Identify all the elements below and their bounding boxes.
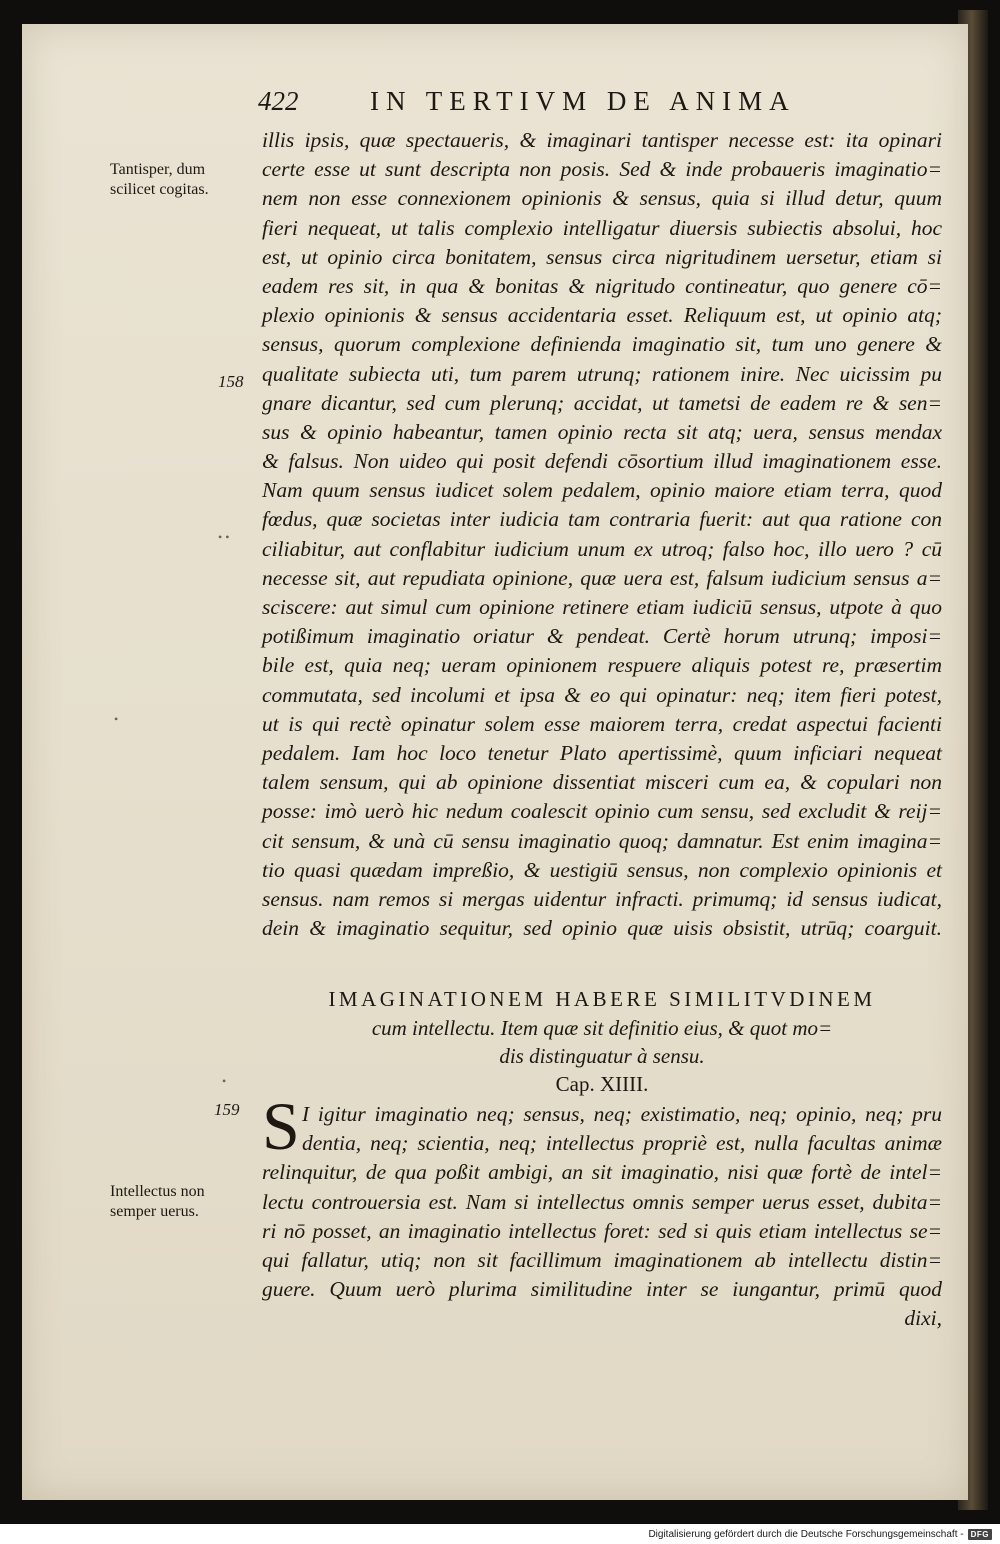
digitization-credit: [648, 1526, 992, 1542]
section-number: 159: [214, 1100, 240, 1119]
text-line: & falsus. Non uideo qui posit defendi cōsortium illud imaginationem esse.: [262, 449, 942, 474]
chapter-heading: [262, 985, 942, 1098]
margin-note: [110, 1182, 260, 1222]
text-line: talem sensum, qui ab opinione dissentiat misceri cum ea, & copulari non: [262, 770, 942, 795]
ink-speck: •: [114, 712, 119, 726]
text-line: qui fallatur, utiq; non sit facillimum imaginationem ab intellectu distin=: [262, 1247, 942, 1272]
text-line: fieri nequeat, ut talis complexio intelligatur diuersis subiectis absolui, hoc: [262, 215, 942, 240]
text-line: eadem res sit, in qua & bonitas & nigritudo contineatur, quo genere cō=: [262, 273, 942, 298]
text-line: lectu controuersia est. Nam si intellectus omnis semper uerus esset, dubita=: [262, 1189, 942, 1214]
text-line: tio quasi quædam impreßio, & uestigiū sensus, non complexio opinionis et: [262, 857, 942, 882]
text-line: Nam quum sensus iudicet solem pedalem, opinio maiore etiam terra, quod: [262, 478, 942, 503]
text-line: dentia, neq; scientia, neq; intellectus propriè est, nulla facultas animæ: [302, 1131, 942, 1156]
text-line: plexio opinionis & sensus accidentaria esset. Reliquum est, ut opinio atq;: [262, 303, 942, 328]
text-line: est, ut opinio circa bonitatem, sensus circa nigritudinem uersetur, etiam si: [262, 244, 942, 269]
ink-speck: •: [222, 1074, 227, 1088]
chapter-number: Cap. XIIII.: [555, 1072, 649, 1096]
section-number: 158: [218, 372, 244, 391]
page-number: 422: [258, 86, 299, 116]
chapter-heading-line: cum intellectu. Item quæ sit definitio eius, & quot mo=: [371, 1016, 833, 1040]
margin-note-line: scilicet cogitas.: [110, 181, 209, 198]
text-line: I igitur imaginatio neq; sensus, neq; existimatio, neq; opinio, neq; pru: [302, 1102, 942, 1126]
text-line: gnare dicantur, sed cum plerunq; accidat, ut tametsi de eadem re & sen=: [262, 390, 942, 415]
margin-note-line: semper uerus.: [110, 1203, 199, 1220]
drop-cap: S: [262, 1088, 300, 1164]
text-line: sciscere: aut simul cum opinione retinere etiam iudiciū sensus, utpote à quo: [262, 595, 942, 619]
text-line: pedalem. Iam hoc loco tenetur Plato apertissimè, quum inficiari nequeat: [262, 740, 942, 765]
text-line: sensus. nam remos si mergas uidentur infracti. primumq; id sensus iudicat,: [262, 886, 942, 911]
margin-note: [110, 160, 260, 200]
running-title: IN TERTIVM DE ANIMA: [370, 86, 796, 116]
text-line: sensus, quorum complexione definienda imaginatio sit, tum uno genere &: [262, 332, 942, 357]
text-line: qualitate subiecta uti, tum parem utrunq; rationem inire. Nec uicissim pu: [262, 361, 942, 386]
chapter-text: [262, 1100, 942, 1334]
text-line: dein & imaginatio sequitur, sed opinio quæ uisis obsistit, utrūq; coarguit.: [262, 916, 942, 941]
text-line: fœdus, quæ societas inter iudicia tam contraria fuerit: aut qua ratione con: [262, 507, 942, 532]
text-line: commutata, sed incolumi et ipsa & eo qui opinatur: neq; item fieri potest,: [262, 682, 942, 707]
chapter-heading-line: dis distinguatur à sensu.: [499, 1044, 705, 1068]
text-line: bile est, quia neq; ueram opinionem respuere aliquis potest re, præsertim: [262, 653, 942, 678]
text-line: ri nō posset, an imaginatio intellectus foret: sed si quis etiam intellectus se=: [262, 1218, 942, 1243]
text-line: nem non esse connexionem opinionis & sensus, quia si illud detur, quum: [262, 186, 942, 211]
text-line: cit sensum, & unà cū sensu imaginatio quoq; damnatur. Est enim imagina=: [262, 828, 942, 853]
credit-text: Digitalisierung gefördert durch die Deutsche Forschungsgemeinschaft -: [648, 1528, 964, 1540]
text-line: guere. Quum uerò plurima similitudine inter se iungantur, primū quod: [262, 1277, 942, 1302]
text-line: relinquitur, de qua poßit ambigi, an sit imaginatio, nisi quæ fortè de intel=: [262, 1160, 942, 1185]
margin-note-line: Intellectus non: [110, 1183, 205, 1200]
margin-note-line: Tantisper, dum: [110, 161, 206, 178]
text-line: illis ipsis, quæ spectaueris, & imaginari tantisper necesse est: ita opinari: [262, 128, 942, 152]
chapter-heading-caps: IMAGINATIONEM HABERE SIMILITVDINEM: [328, 987, 876, 1011]
body-text: [262, 126, 942, 943]
text-line: certe esse ut sunt descripta non posis. Sed & inde probaueris imaginatio=: [262, 157, 942, 182]
ink-speck: • •: [218, 530, 230, 544]
running-head: [258, 86, 948, 120]
text-line: potißimum imaginatio oriatur & pendeat. Certè horum utrunq; imposi=: [262, 624, 942, 649]
text-line: ut is qui rectè opinatur solem esse maiorem terra, credat aspectui facienti: [262, 711, 942, 736]
text-line: sus & opinio habeantur, tamen opinio recta sit atq; uera, sensus mendax: [262, 419, 942, 444]
catchword: dixi,: [904, 1306, 942, 1331]
dfg-logo: DFG: [968, 1529, 992, 1540]
text-line: ciliabitur, aut conflabitur iudicium unum ex utroq; falso hoc, illo uero ? cū: [262, 536, 942, 561]
text-line: necesse sit, aut repudiata opinione, quæ uera est, falsum iudicium sensus a=: [262, 565, 942, 590]
text-line: posse: imò uerò hic nedum coalescit opinio cum sensu, sed excludit & reij=: [262, 799, 942, 824]
